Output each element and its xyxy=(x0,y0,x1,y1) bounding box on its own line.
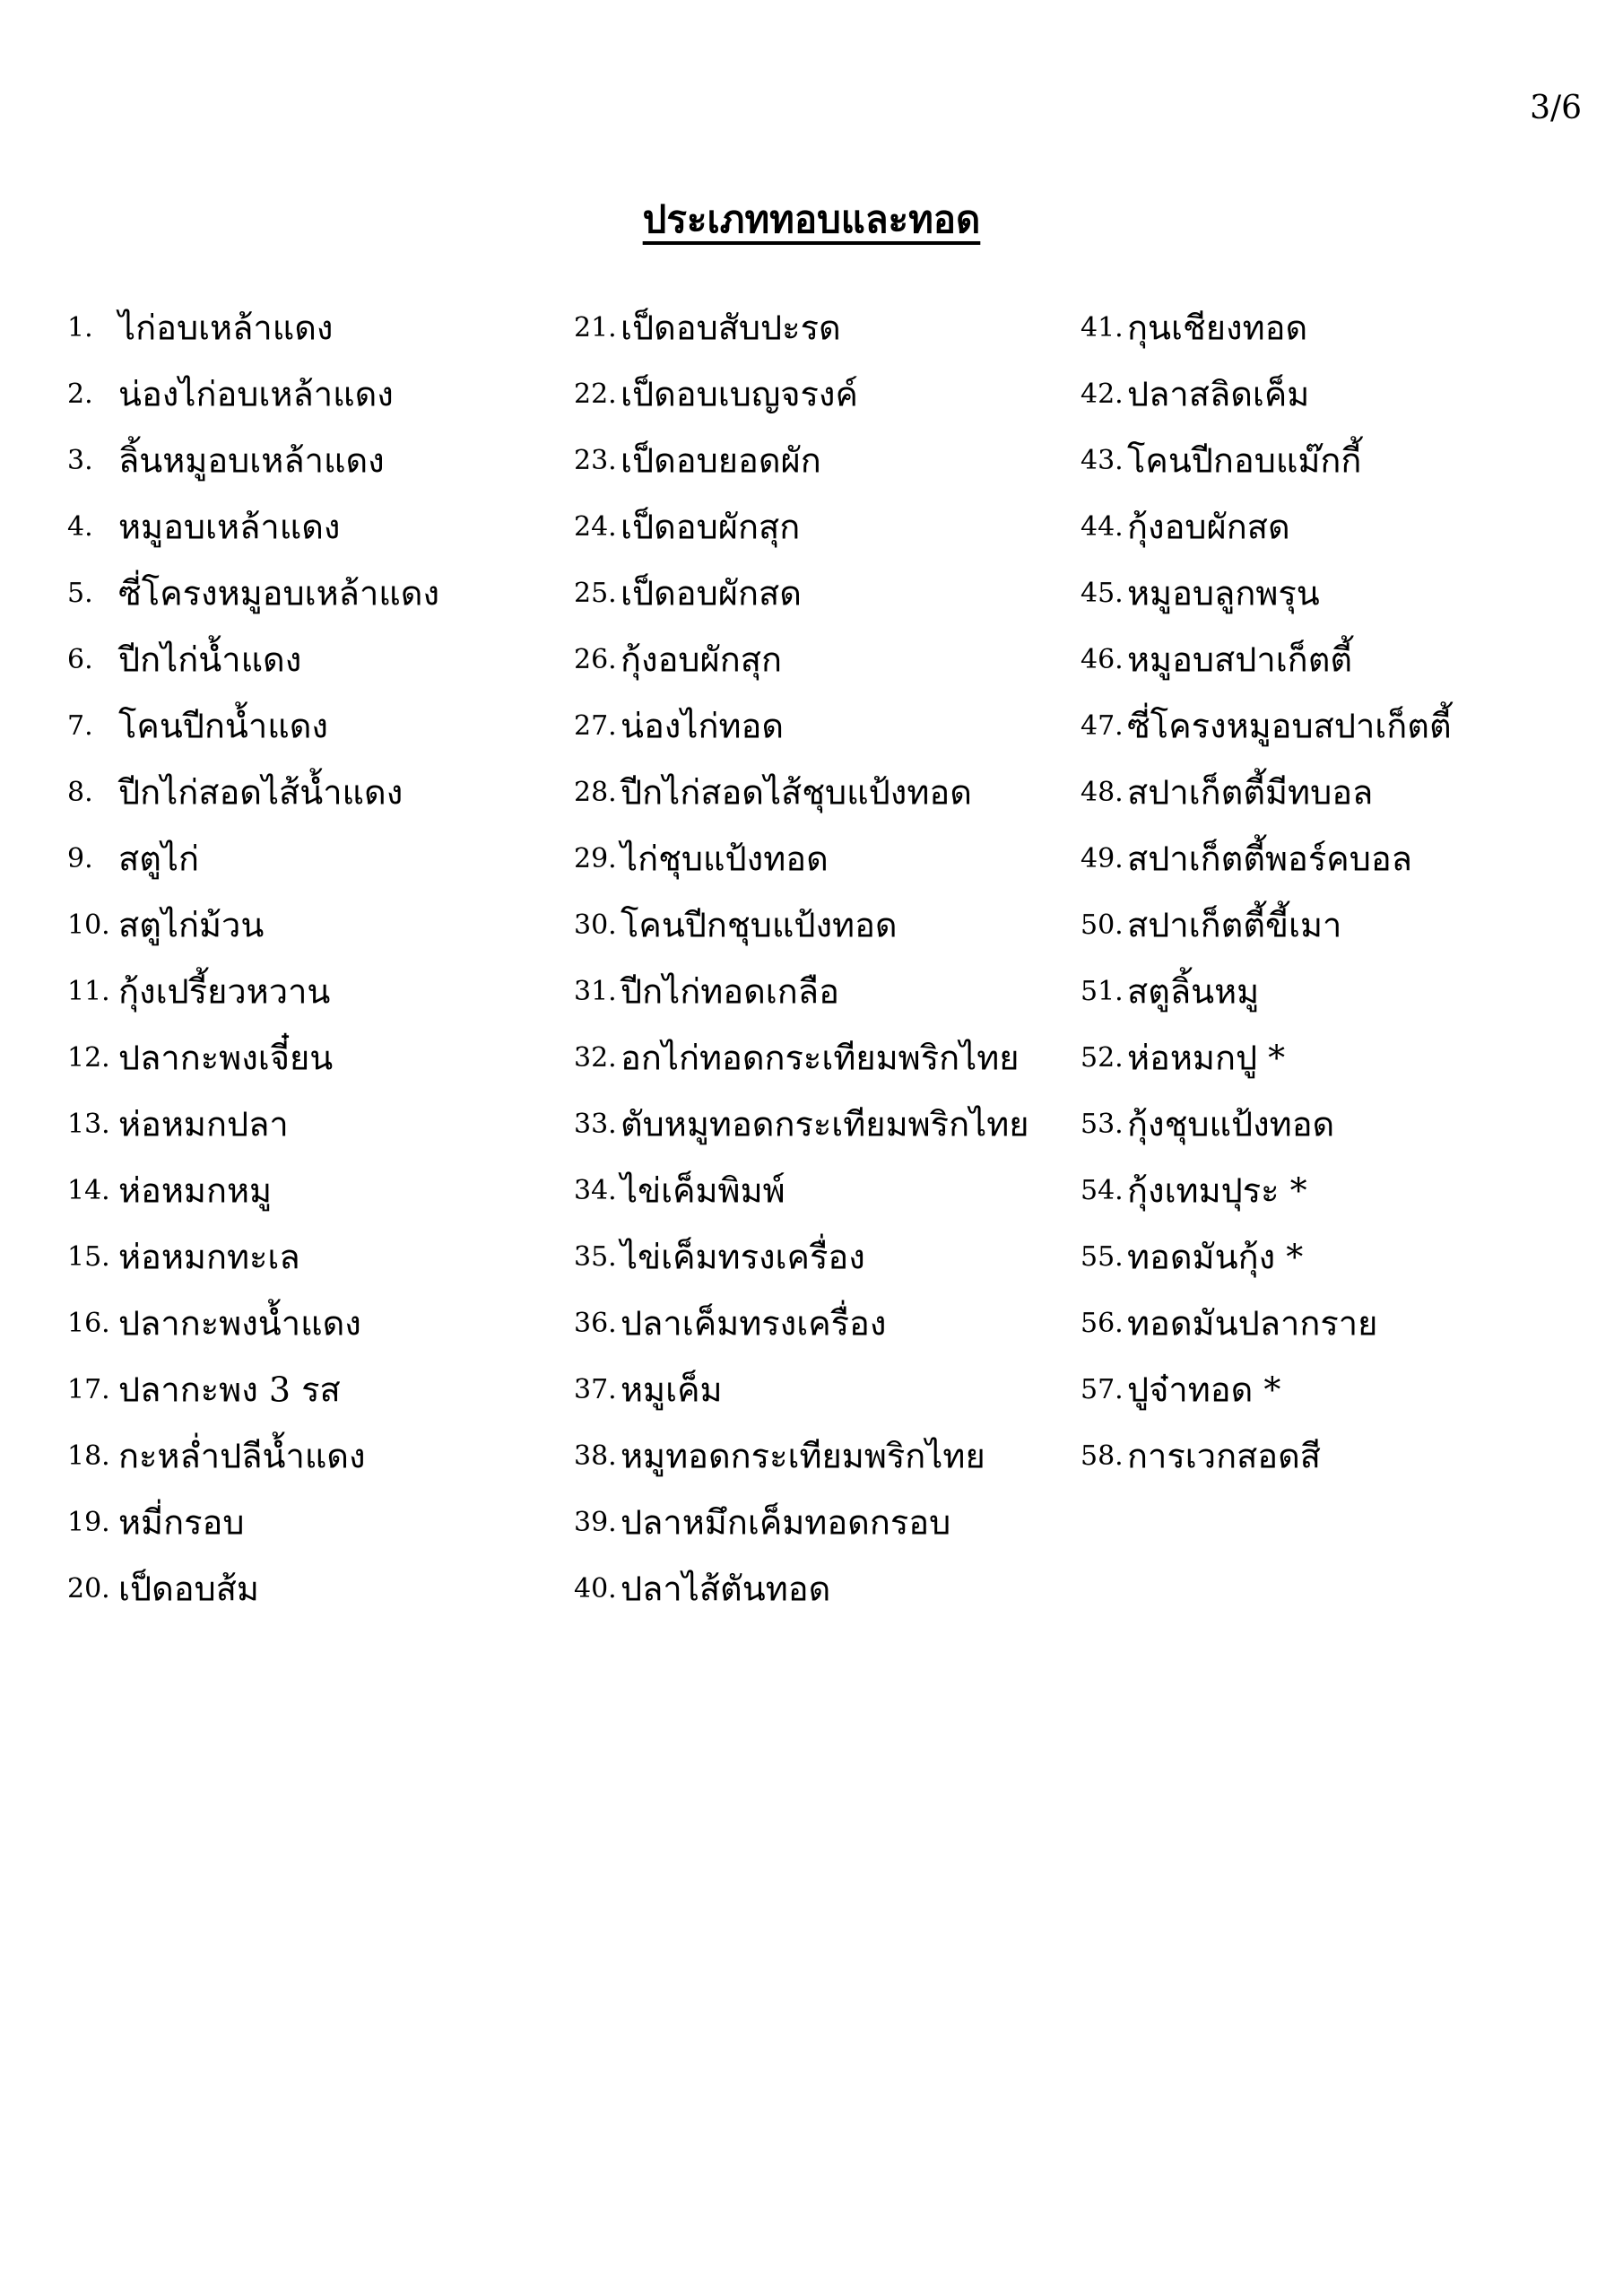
item-number: 33. xyxy=(574,1108,617,1140)
item-name: หมี่กรอบ xyxy=(118,1502,245,1543)
item-name: ไก่ชุบแป้งทอด xyxy=(621,839,829,879)
item-number: 41. xyxy=(1081,311,1124,344)
item-name: เป็ดอบผักสด xyxy=(621,573,802,613)
menu-item xyxy=(67,1101,439,1168)
item-number: 31. xyxy=(574,975,617,1007)
menu-item xyxy=(574,570,1029,637)
item-name: กุ้งเทมปุระ * xyxy=(1127,1170,1307,1211)
item-name: น่องไก่อบเหล้าแดง xyxy=(118,374,394,414)
item-name: ซี่โครงหมูอบเหล้าแดง xyxy=(118,573,440,613)
item-name: เป็ดอบสับปะรด xyxy=(621,308,841,348)
item-name: หมูเค็ม xyxy=(621,1370,723,1410)
item-name: ไข่เค็มพิมพ์ xyxy=(621,1170,785,1211)
item-number: 10. xyxy=(67,909,110,941)
item-name: ทอดมันปลากราย xyxy=(1127,1303,1378,1344)
item-name: กุ้งเปรี้ยวหวาน xyxy=(118,971,331,1012)
item-name: ปลาสลิดเค็ม xyxy=(1127,374,1310,414)
menu-item xyxy=(1081,770,1452,836)
item-number: 38. xyxy=(574,1439,617,1472)
item-number: 4. xyxy=(67,510,93,543)
item-number: 14. xyxy=(67,1174,110,1206)
menu-item xyxy=(1081,570,1452,637)
menu-item xyxy=(67,504,439,570)
menu-item xyxy=(67,570,439,637)
item-name: เป็ดอบผักสุก xyxy=(621,507,801,547)
menu-column-2 xyxy=(574,305,1029,1632)
menu-item xyxy=(574,1566,1029,1632)
menu-item xyxy=(574,1234,1029,1300)
menu-item xyxy=(67,637,439,703)
item-number: 13. xyxy=(67,1108,110,1140)
menu-item xyxy=(574,1500,1029,1566)
menu-column-3 xyxy=(1081,305,1452,1500)
menu-item xyxy=(1081,371,1452,438)
item-name: หมูอบเหล้าแดง xyxy=(118,507,341,547)
menu-item xyxy=(67,969,439,1035)
item-number: 9. xyxy=(67,842,93,874)
menu-item xyxy=(67,1035,439,1101)
item-name: ปลากะพงน้ำแดง xyxy=(118,1303,361,1344)
menu-item xyxy=(1081,1234,1452,1300)
item-name: ปูจ๋าทอด * xyxy=(1127,1370,1281,1410)
menu-item xyxy=(1081,969,1452,1035)
item-number: 53. xyxy=(1081,1108,1124,1140)
item-number: 11. xyxy=(67,975,110,1007)
menu-item xyxy=(574,371,1029,438)
item-number: 36. xyxy=(574,1307,617,1339)
item-name: โคนปีกน้ำแดง xyxy=(118,706,328,746)
item-name: กุ้งอบผักสุก xyxy=(621,639,782,680)
item-name: กุ้งชุบแป้งทอด xyxy=(1127,1104,1335,1144)
menu-item xyxy=(67,1234,439,1300)
item-name: ห่อหมกปู * xyxy=(1127,1038,1286,1078)
item-name: สปาเก็ตตี้ขี้เมา xyxy=(1127,905,1342,945)
menu-item xyxy=(67,1500,439,1566)
item-name: ทอดมันกุ้ง * xyxy=(1127,1237,1304,1277)
item-number: 49. xyxy=(1081,842,1124,874)
item-number: 54. xyxy=(1081,1174,1124,1206)
menu-item xyxy=(67,703,439,770)
item-number: 6. xyxy=(67,643,93,675)
item-number: 24. xyxy=(574,510,617,543)
item-name: ตับหมูทอดกระเทียมพริกไทย xyxy=(621,1104,1029,1144)
menu-item xyxy=(1081,703,1452,770)
menu-item xyxy=(1081,1035,1452,1101)
menu-item xyxy=(574,1367,1029,1433)
item-name: ห่อหมกหมู xyxy=(118,1170,273,1211)
item-name: กะหล่ำปลีน้ำแดง xyxy=(118,1436,366,1476)
menu-item xyxy=(574,1433,1029,1500)
item-number: 25. xyxy=(574,577,617,609)
item-number: 57. xyxy=(1081,1373,1124,1405)
menu-item xyxy=(1081,1101,1452,1168)
item-name: สปาเก็ตตี้มีทบอล xyxy=(1127,772,1374,813)
item-name: ไก่อบเหล้าแดง xyxy=(118,308,334,348)
menu-item xyxy=(574,1101,1029,1168)
item-number: 46. xyxy=(1081,643,1124,675)
menu-item xyxy=(1081,305,1452,371)
item-number: 43. xyxy=(1081,444,1124,476)
item-name: โคนปีกอบแม๊กกี้ xyxy=(1127,440,1362,481)
item-number: 20. xyxy=(67,1572,110,1605)
item-name: เป็ดอบส้ม xyxy=(118,1569,259,1609)
item-name: สตูไก่ม้วน xyxy=(118,905,265,945)
menu-item xyxy=(574,637,1029,703)
item-number: 47. xyxy=(1081,709,1124,742)
menu-item xyxy=(574,1035,1029,1101)
menu-item xyxy=(1081,1300,1452,1367)
item-name: เป็ดอบเบญจรงค์ xyxy=(621,374,858,414)
menu-item xyxy=(1081,1433,1452,1500)
item-name: หมูทอดกระเทียมพริกไทย xyxy=(621,1436,985,1476)
item-name: ลิ้นหมูอบเหล้าแดง xyxy=(118,440,385,481)
menu-item xyxy=(67,836,439,902)
item-number: 15. xyxy=(67,1240,110,1273)
item-number: 27. xyxy=(574,709,617,742)
menu-item xyxy=(1081,637,1452,703)
menu-item xyxy=(574,504,1029,570)
item-number: 8. xyxy=(67,776,93,808)
item-name: หมูอบสปาเก็ตตี้ xyxy=(1127,639,1353,680)
item-number: 22. xyxy=(574,378,617,410)
item-number: 7. xyxy=(67,709,93,742)
item-number: 30. xyxy=(574,909,617,941)
item-number: 19. xyxy=(67,1506,110,1538)
item-name: ปลากะพงเจี๋ยน xyxy=(118,1038,334,1078)
item-number: 26. xyxy=(574,643,617,675)
item-name: เป็ดอบยอดผัก xyxy=(621,440,821,481)
item-name: หมูอบลูกพรุน xyxy=(1127,573,1320,613)
item-name: ซี่โครงหมูอบสปาเก็ตตี้ xyxy=(1127,706,1452,746)
item-name: ปีกไก่น้ำแดง xyxy=(118,639,302,680)
menu-item xyxy=(67,438,439,504)
item-number: 40. xyxy=(574,1572,617,1605)
menu-item xyxy=(67,1566,439,1632)
item-number: 37. xyxy=(574,1373,617,1405)
item-number: 48. xyxy=(1081,776,1124,808)
item-name: อกไก่ทอดกระเทียมพริกไทย xyxy=(621,1038,1020,1078)
menu-item xyxy=(574,305,1029,371)
item-number: 12. xyxy=(67,1041,110,1074)
item-number: 1. xyxy=(67,311,93,344)
item-name: สตูลิ้นหมู xyxy=(1127,971,1260,1012)
menu-item xyxy=(1081,438,1452,504)
menu-item xyxy=(574,1168,1029,1234)
item-number: 39. xyxy=(574,1506,617,1538)
menu-item xyxy=(574,770,1029,836)
item-number: 3. xyxy=(67,444,93,476)
item-number: 21. xyxy=(574,311,617,344)
item-number: 45. xyxy=(1081,577,1124,609)
menu-item xyxy=(574,836,1029,902)
item-name: ไข่เค็มทรงเครื่อง xyxy=(621,1237,865,1277)
item-number: 52. xyxy=(1081,1041,1124,1074)
item-number: 16. xyxy=(67,1307,110,1339)
menu-item xyxy=(67,1168,439,1234)
item-number: 18. xyxy=(67,1439,110,1472)
item-name: ปีกไก่สอดไส้น้ำแดง xyxy=(118,772,404,813)
item-name: น่องไก่ทอด xyxy=(621,706,785,746)
menu-item xyxy=(67,305,439,371)
item-name: ปลากะพง 3 รส xyxy=(118,1370,341,1410)
page-number: 3/6 xyxy=(1530,90,1582,126)
item-number: 56. xyxy=(1081,1307,1124,1339)
menu-item xyxy=(1081,836,1452,902)
page-title: ประเภททอบและทอด xyxy=(642,197,981,241)
menu-column-1 xyxy=(67,305,439,1632)
item-name: ปีกไก่ทอดเกลือ xyxy=(621,971,839,1012)
item-name: ห่อหมกทะเล xyxy=(118,1237,300,1277)
item-name: กุ้งอบผักสด xyxy=(1127,507,1290,547)
menu-item xyxy=(1081,1367,1452,1433)
item-name: ปลาไส้ตันทอด xyxy=(621,1569,831,1609)
item-number: 29. xyxy=(574,842,617,874)
item-number: 55. xyxy=(1081,1240,1124,1273)
item-name: ปลาหมึกเค็มทอดกรอบ xyxy=(621,1502,951,1543)
item-number: 28. xyxy=(574,776,617,808)
menu-item xyxy=(67,1300,439,1367)
menu-item xyxy=(574,902,1029,969)
item-number: 2. xyxy=(67,378,93,410)
menu-item xyxy=(574,1300,1029,1367)
item-name: ห่อหมกปลา xyxy=(118,1104,289,1144)
menu-item xyxy=(67,902,439,969)
item-number: 50. xyxy=(1081,909,1124,941)
item-number: 51. xyxy=(1081,975,1124,1007)
item-name: ปีกไก่สอดไส้ชุบแป้งทอด xyxy=(621,772,972,813)
item-number: 44. xyxy=(1081,510,1124,543)
item-number: 17. xyxy=(67,1373,110,1405)
menu-item xyxy=(67,1433,439,1500)
menu-item xyxy=(574,703,1029,770)
menu-item xyxy=(67,1367,439,1433)
menu-item xyxy=(67,770,439,836)
item-name: การเวกสอดสี xyxy=(1127,1436,1321,1476)
menu-item xyxy=(1081,504,1452,570)
item-number: 58. xyxy=(1081,1439,1124,1472)
item-name: ปลาเค็มทรงเครื่อง xyxy=(621,1303,887,1344)
item-name: กุนเชียงทอด xyxy=(1127,308,1308,348)
menu-item xyxy=(1081,1168,1452,1234)
menu-item xyxy=(574,969,1029,1035)
item-number: 23. xyxy=(574,444,617,476)
item-name: โคนปีกชุบแป้งทอด xyxy=(621,905,898,945)
item-number: 42. xyxy=(1081,378,1124,410)
item-number: 5. xyxy=(67,577,93,609)
item-number: 35. xyxy=(574,1240,617,1273)
item-name: สตูไก่ xyxy=(118,839,199,879)
menu-item xyxy=(574,438,1029,504)
menu-item xyxy=(1081,902,1452,969)
item-number: 34. xyxy=(574,1174,617,1206)
item-number: 32. xyxy=(574,1041,617,1074)
item-name: สปาเก็ตตี้พอร์คบอล xyxy=(1127,839,1412,879)
menu-item xyxy=(67,371,439,438)
